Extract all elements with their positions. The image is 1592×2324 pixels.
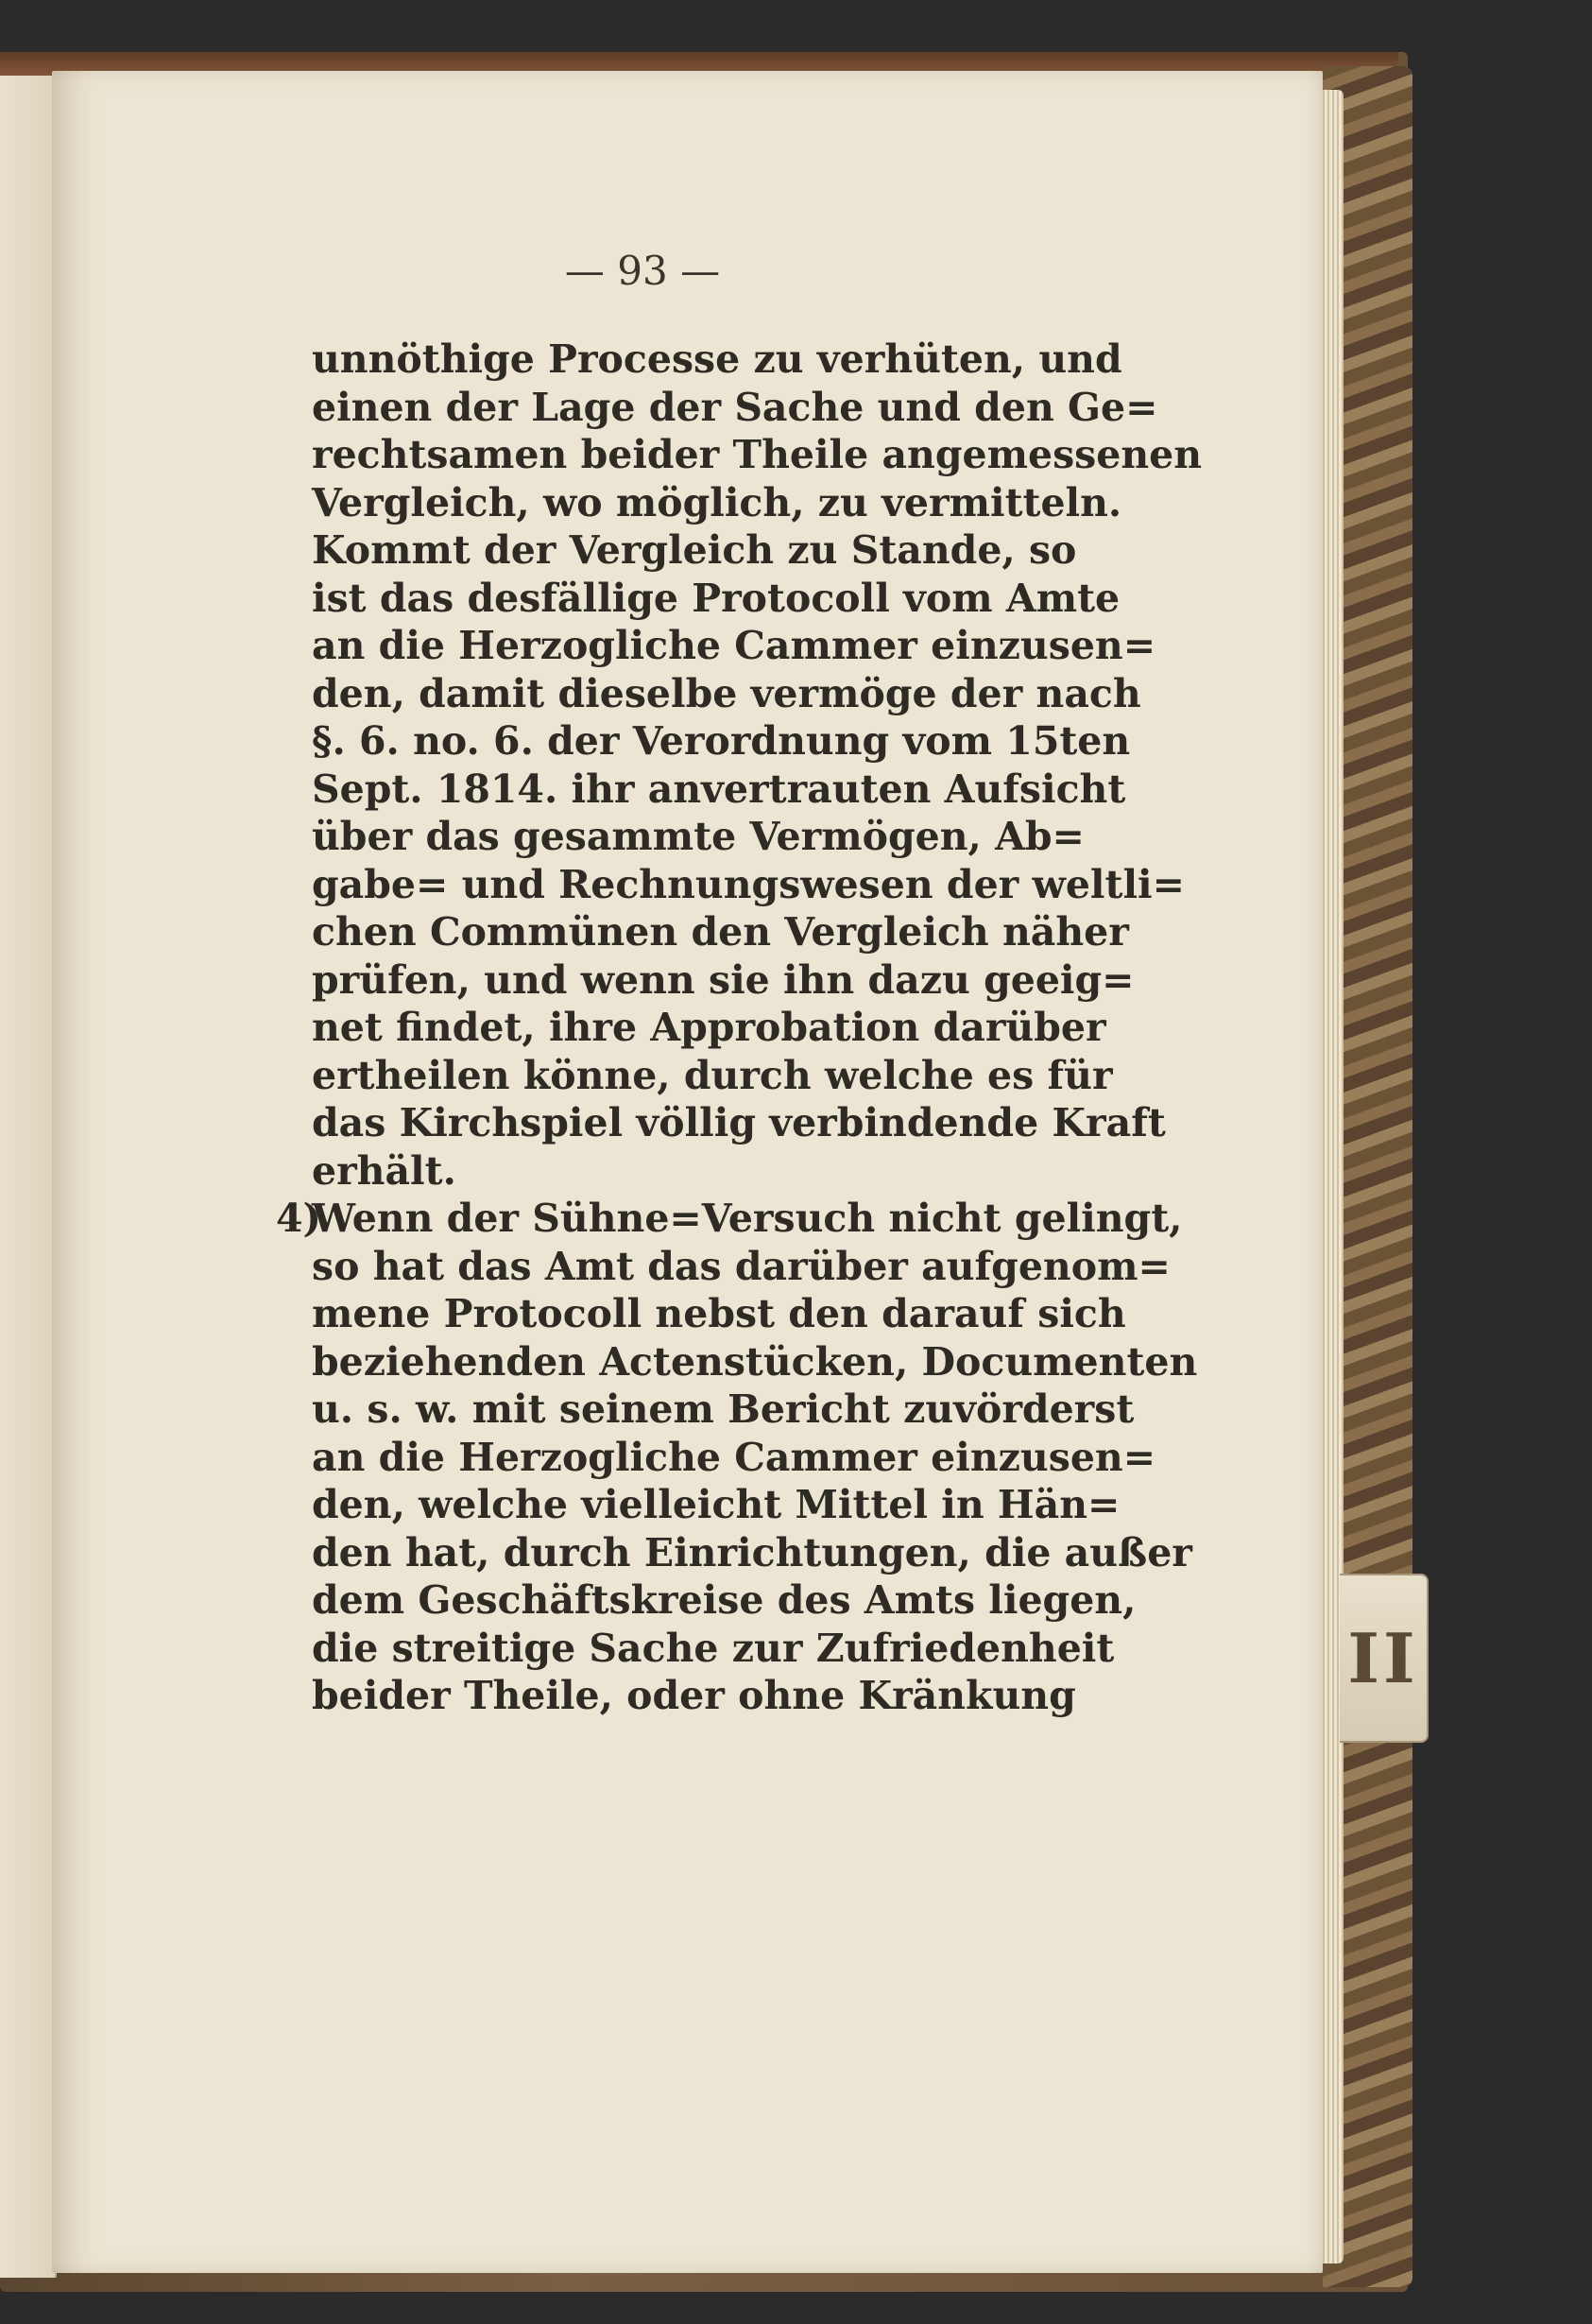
page-tab-marker[interactable]: II [1340, 1574, 1429, 1743]
text-line: dem Geschäftskreise des Amts liegen, [312, 1577, 1137, 1623]
text-line: über das gesammte Vermögen, Ab= [312, 814, 1085, 859]
text-line: die streitige Sache zur Zufriedenheit [312, 1625, 1115, 1671]
text-line: erhält. [312, 1147, 456, 1194]
text-line: Vergleich, wo möglich, zu vermitteln. [312, 479, 1122, 525]
text-line: beziehenden Actenstücken, Documenten [312, 1338, 1198, 1385]
text-line: an die Herzogliche Cammer einzusen= [312, 623, 1156, 668]
text-line: den hat, durch Einrichtungen, die außer [312, 1529, 1192, 1575]
text-line: u. s. w. mit seinem Bericht zuvörderst [312, 1386, 1135, 1432]
text-line: §. 6. no. 6. der Verordnung vom 15ten [312, 718, 1131, 764]
text-line: den, welche vielleicht Mittel in Hän= [312, 1482, 1121, 1527]
text-line: net findet, ihre Approbation darüber [312, 1005, 1106, 1050]
text-line: mene Protocoll nebst den darauf sich [312, 1291, 1126, 1336]
text-line: so hat das Amt das darüber aufgenom= [312, 1243, 1171, 1289]
text-line: Wenn der Sühne=Versuch nicht gelingt, [312, 1196, 1183, 1241]
left-page-sliver [0, 76, 57, 2278]
text-line: einen der Lage der Sache und den Ge= [312, 384, 1158, 430]
text-line: beider Theile, oder ohne Kränkung [312, 1673, 1076, 1718]
text-line: ist das desfällige Protocoll vom Amte [312, 575, 1121, 621]
text-line: Kommt der Vergleich zu Stande, so [312, 527, 1077, 573]
text-line: chen Commünen den Vergleich näher [312, 909, 1129, 955]
numbered-item-line [276, 1195, 1183, 1243]
body-text [276, 336, 1203, 1720]
text-line: an die Herzogliche Cammer einzusen= [312, 1434, 1156, 1480]
text-line: unnöthige Processe zu verhüten, und [312, 336, 1122, 382]
text-line: Sept. 1814. ihr anvertrauten Aufsicht [312, 766, 1126, 812]
item-number: 4) [276, 1196, 321, 1241]
text-line: gabe= und Rechnungswesen der weltli= [312, 861, 1185, 907]
text-line: den, damit dieselbe vermöge der nach [312, 670, 1141, 716]
page-number: — 93 — [564, 248, 721, 294]
text-line: rechtsamen beider Theile angemessenen [312, 432, 1203, 477]
text-line: ertheilen könne, durch welche es für [312, 1052, 1113, 1098]
text-line: prüfen, und wenn sie ihn dazu geeig= [312, 956, 1135, 1003]
text-line: das Kirchspiel völlig verbindende Kraft [312, 1100, 1166, 1145]
